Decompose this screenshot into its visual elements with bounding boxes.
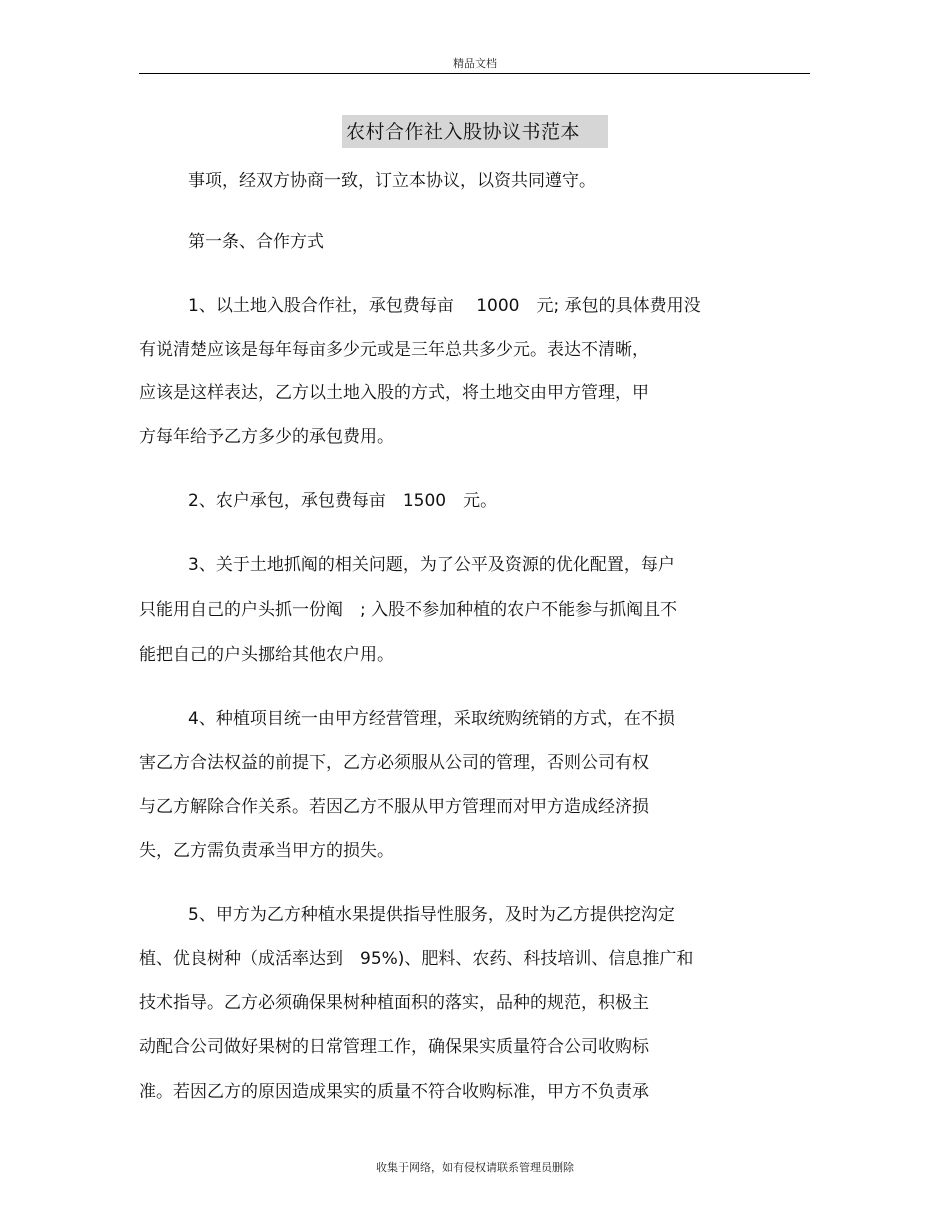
page-footer: 收集于网络，如有侵权请联系管理员删除 (376, 1161, 574, 1174)
paragraph-line: 1、以土地入股合作社，承包费每亩 1000 元; 承包的具体费用没 (188, 296, 701, 316)
paragraph-line: 动配合公司做好果树的日常管理工作，确保果实质量符合公司收购标 (139, 1037, 649, 1057)
section-heading: 第一条、合作方式 (188, 232, 324, 252)
paragraph-line: 5、甲方为乙方种植水果提供指导性服务，及时为乙方提供挖沟定 (188, 905, 675, 925)
paragraph-line: 技术指导。乙方必须确保果树种植面积的落实，品种的规范，积极主 (139, 993, 649, 1013)
page-header: 精品文档 (453, 57, 497, 70)
paragraph-line: 植、优良树种（成活率达到 95%)、肥料、农药、科技培训、信息推广和 (139, 949, 694, 969)
paragraph-line: 方每年给予乙方多少的承包费用。 (139, 427, 394, 447)
document-title: 农村合作社入股协议书范本 (342, 115, 608, 148)
paragraph-line: 只能用自己的户头抓一份阄 ; 入股不参加种植的农户不能参与抓阄且不 (139, 600, 678, 620)
paragraph-line: 事项，经双方协商一致，订立本协议，以资共同遵守。 (188, 171, 596, 191)
paragraph-line: 应该是这样表达，乙方以土地入股的方式，将土地交由甲方管理，甲 (139, 383, 649, 403)
title-container (0, 115, 950, 148)
paragraph-line: 4、种植项目统一由甲方经营管理，采取统购统销的方式，在不损 (188, 709, 675, 729)
paragraph-line: 与乙方解除合作关系。若因乙方不服从甲方管理而对甲方造成经济损 (139, 797, 649, 817)
paragraph-line: 能把自己的户头挪给其他农户用。 (139, 645, 394, 665)
paragraph-line: 有说清楚应该是每年每亩多少元或是三年总共多少元。表达不清晰， (139, 340, 649, 360)
paragraph-line: 3、关于土地抓阄的相关问题，为了公平及资源的优化配置，每户 (188, 555, 675, 575)
paragraph-line: 2、农户承包，承包费每亩 1500 元。 (188, 491, 498, 511)
header-divider (139, 73, 810, 74)
paragraph-line: 失，乙方需负责承当甲方的损失。 (139, 841, 394, 861)
paragraph-line: 准。若因乙方的原因造成果实的质量不符合收购标准，甲方不负责承 (139, 1082, 649, 1102)
paragraph-line: 害乙方合法权益的前提下，乙方必须服从公司的管理，否则公司有权 (139, 753, 649, 773)
